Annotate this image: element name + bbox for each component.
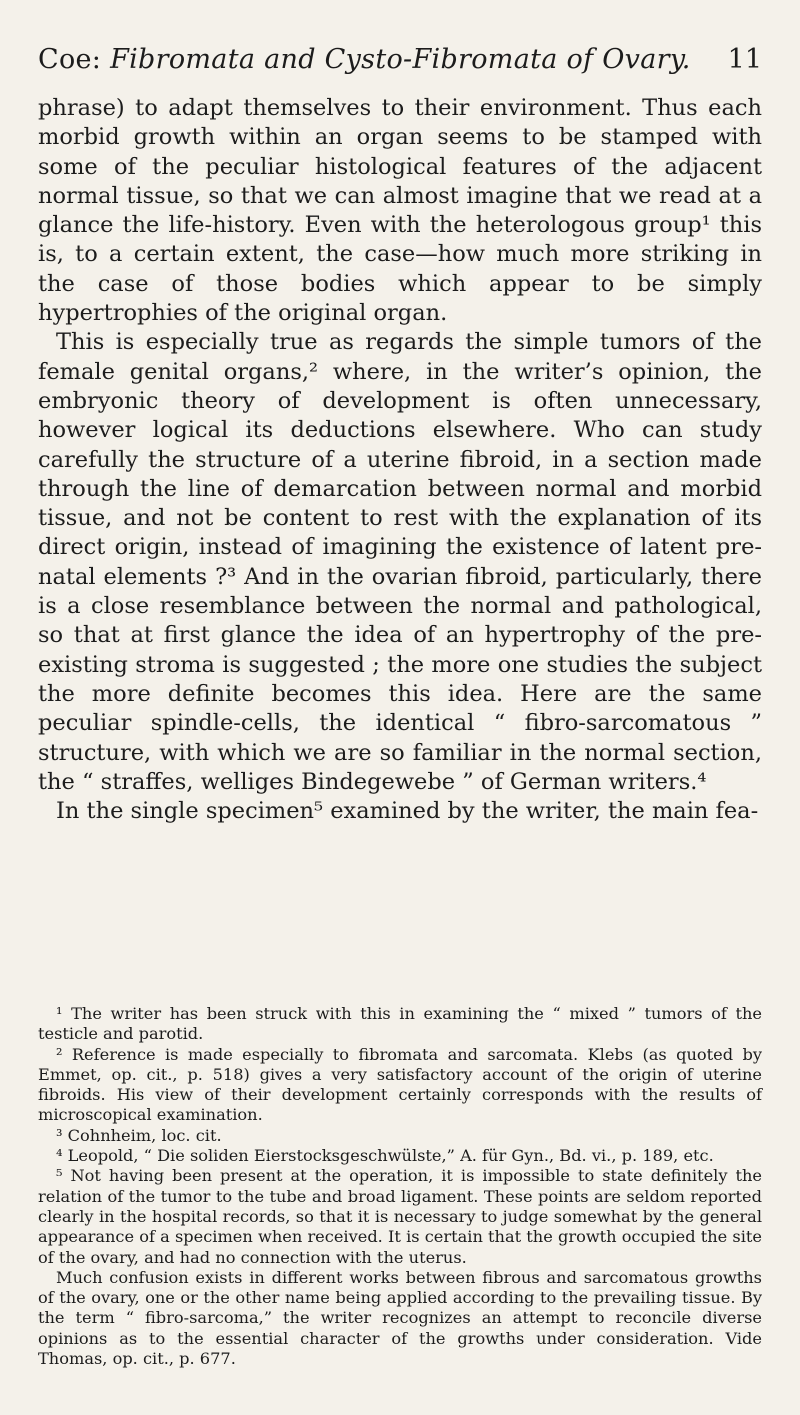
title-separator: : [91,44,111,75]
running-header [38,44,762,80]
main-text [38,94,762,826]
running-title [38,44,691,75]
footnote: ⁵ Not having been present at the operation, it is impossible to state definitely the relation of the tumor to the tube and broad ligament. These points are seldom reported clearly in the hospital records, so that it is necessary to judge somewhat by the general appearance of a specimen when received. It is certain that the growth occupied the site of the ovary, and had no connection with the uterus. [38,1166,762,1267]
footnotes [38,1004,762,1369]
article-title: Fibromata and Cysto-Fibromata of Ovary. [110,44,691,75]
author-name: Coe [38,44,92,75]
footnote: ³ Cohnheim, loc. cit. [56,1125,222,1145]
paragraph: This is especially true as regards the simple tumors of the female genital organs,² where, in the writer’s opinion, the embryonic theory of development is often unnecessary, however logical its deductions elsewhere. Who can study carefully the structure of a uterine fibroid, in a section made through the line of demarcation between normal and morbid tissue, and not be content to rest with the explanation of its direct origin, instead of imagining the existence of latent pre-natal elements ?³ And in the ovarian fibroid, particularly, there is a close resemblance between the normal and pathological, so that at first glance the idea of an hypertrophy of the pre-existing stroma is suggested ; the more one studies the subject the more definite becomes this idea. Here are the same peculiar spindle-cells, the identical “ fibro-sarcomatous ” structure, with which we are so familiar in the normal section, the “ straffes, welliges Bindegewebe ” of German writers.⁴ [38,329,762,795]
page-number: 11 [727,44,762,75]
footnote: Much confusion exists in different works between fibrous and sarcomatous growths of the ovary, one or the other name being applied according to the prevailing tissue. By the term “ fibro-sarcoma,” the writer recognizes an attempt to reconcile diverse opinions as to the essential character of the growths under consideration. Vide Thomas, op. cit., p. 677. [38,1267,762,1369]
footnote: ² Reference is made especially to fibromata and sarcomata. Klebs (as quoted by Emmet, op. cit., p. 518) gives a very satisfactory account of the origin of uterine fibroids. His view of their development certainly corresponds with the results of microscopical examination. [38,1044,762,1125]
paragraph: In the single specimen⁵ examined by the writer, the main fea- [56,798,759,825]
footnote: ⁴ Leopold, “ Die soliden Eierstocksgeschwülste,” A. für Gyn., Bd. vi., p. 189, etc. [56,1146,714,1166]
footnote: ¹ The writer has been struck with this in examining the “ mixed ” tumors of the testicle and parotid. [38,1004,762,1044]
paragraph: phrase) to adapt themselves to their environment. Thus each morbid growth within an organ seems to be stamped with some of the peculiar histological features of the adjacent normal tissue, so that we can almost imagine that we read at a glance the life-history. Even with the heterologous group¹ this is, to a certain extent, the case—how much more striking in the case of those bodies which appear to be simply hypertrophies of the original organ. [38,95,762,327]
